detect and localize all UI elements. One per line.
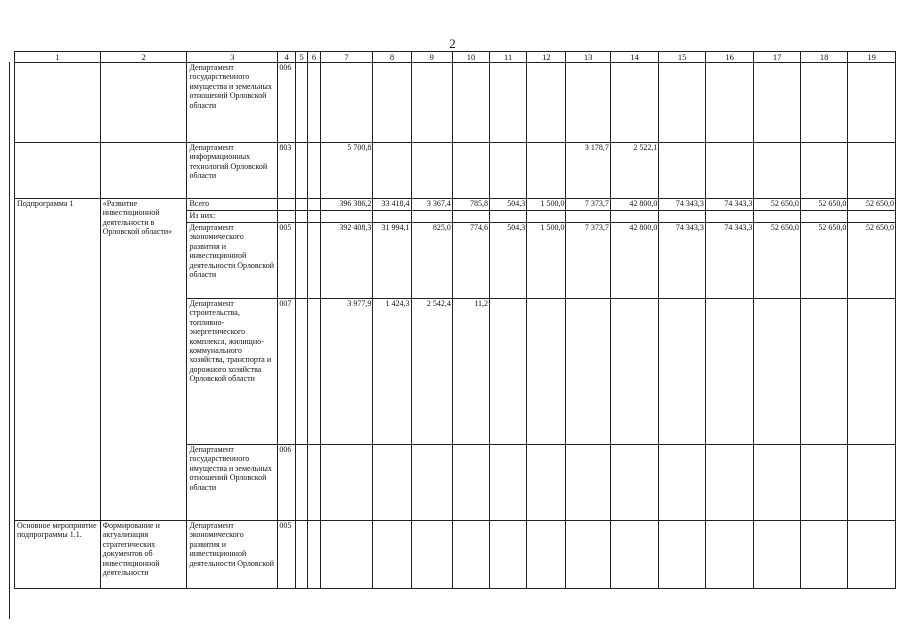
amount-cell: [490, 445, 527, 521]
amount-cell: [705, 63, 754, 143]
column-number-cell: 13: [566, 52, 610, 63]
amount-cell: [411, 445, 452, 521]
program-title-cell: [100, 63, 187, 143]
empty-code-cell: [295, 445, 307, 521]
amount-cell: [527, 299, 566, 445]
amount-cell: [373, 521, 411, 589]
amount-cell: 3 178,7: [566, 143, 610, 199]
amount-cell: 74 343,3: [659, 223, 705, 299]
amount-cell: [566, 445, 610, 521]
budget-code-cell: [278, 211, 296, 223]
amount-cell: [800, 63, 848, 143]
amount-cell: [659, 299, 705, 445]
executor-cell: Департамент информационных технологий Орловской области: [187, 143, 278, 199]
program-title-cell: Формирование и актуализация стратегических документов об инвестиционной деятельности: [100, 521, 187, 589]
amount-cell: [659, 211, 705, 223]
amount-cell: [705, 211, 754, 223]
empty-code-cell: [308, 211, 320, 223]
amount-cell: [490, 63, 527, 143]
amount-cell: [527, 63, 566, 143]
empty-code-cell: [295, 199, 307, 211]
amount-cell: [754, 211, 800, 223]
empty-code-cell: [308, 63, 320, 143]
budget-code-cell: 005: [278, 521, 296, 589]
amount-cell: [411, 521, 452, 589]
amount-cell: [320, 211, 373, 223]
left-margin-rule: [9, 62, 10, 619]
column-number-cell: 4: [278, 52, 296, 63]
empty-code-cell: [295, 223, 307, 299]
table-row: [15, 143, 896, 199]
amount-cell: [610, 299, 659, 445]
amount-cell: 2 522,1: [610, 143, 659, 199]
amount-cell: 74 343,3: [705, 223, 754, 299]
amount-cell: [754, 63, 800, 143]
column-number-cell: 5: [295, 52, 307, 63]
amount-cell: [800, 299, 848, 445]
column-number-cell: 9: [411, 52, 452, 63]
amount-cell: 7 373,7: [566, 199, 610, 211]
amount-cell: [411, 143, 452, 199]
amount-cell: 774,6: [452, 223, 489, 299]
amount-cell: [754, 143, 800, 199]
column-number-cell: 8: [373, 52, 411, 63]
amount-cell: 42 800,0: [610, 223, 659, 299]
amount-cell: 1 500,0: [527, 199, 566, 211]
amount-cell: [452, 445, 489, 521]
empty-code-cell: [308, 445, 320, 521]
amount-cell: 52 650,0: [848, 199, 896, 211]
executor-cell: Департамент государственного имущества и земельных отношений Орловской области: [187, 63, 278, 143]
amount-cell: 7 373,7: [566, 223, 610, 299]
amount-cell: [373, 63, 411, 143]
table-row: [15, 63, 896, 143]
amount-cell: [373, 445, 411, 521]
amount-cell: 52 650,0: [848, 223, 896, 299]
amount-cell: 52 650,0: [800, 223, 848, 299]
amount-cell: 825,0: [411, 223, 452, 299]
amount-cell: [490, 299, 527, 445]
amount-cell: 3 977,9: [320, 299, 373, 445]
budget-code-cell: 006: [278, 63, 296, 143]
executor-cell: Из них:: [187, 211, 278, 223]
amount-cell: [527, 143, 566, 199]
amount-cell: 1 424,3: [373, 299, 411, 445]
amount-cell: [848, 63, 896, 143]
column-number-cell: 1: [15, 52, 101, 63]
amount-cell: [490, 521, 527, 589]
amount-cell: 2 542,4: [411, 299, 452, 445]
empty-code-cell: [295, 143, 307, 199]
page-number: 2: [449, 36, 456, 51]
budget-code-cell: 803: [278, 143, 296, 199]
amount-cell: [848, 299, 896, 445]
empty-code-cell: [295, 521, 307, 589]
amount-cell: 504,3: [490, 199, 527, 211]
amount-cell: [705, 299, 754, 445]
column-number-cell: 19: [848, 52, 896, 63]
empty-code-cell: [308, 299, 320, 445]
amount-cell: [411, 211, 452, 223]
budget-code-cell: [278, 199, 296, 211]
amount-cell: [373, 211, 411, 223]
amount-cell: [320, 63, 373, 143]
amount-cell: [800, 521, 848, 589]
amount-cell: [373, 143, 411, 199]
amount-cell: 74 343,3: [659, 199, 705, 211]
amount-cell: [320, 445, 373, 521]
empty-code-cell: [308, 199, 320, 211]
column-number-cell: 16: [705, 52, 754, 63]
column-number-cell: 18: [800, 52, 848, 63]
amount-cell: 11,2: [452, 299, 489, 445]
program-name-cell: [15, 143, 101, 199]
budget-code-cell: 006: [278, 445, 296, 521]
amount-cell: 504,3: [490, 223, 527, 299]
amount-cell: 42 800,0: [610, 199, 659, 211]
amount-cell: 74 343,3: [705, 199, 754, 211]
amount-cell: [754, 521, 800, 589]
amount-cell: [452, 211, 489, 223]
amount-cell: [848, 521, 896, 589]
amount-cell: 3 367,4: [411, 199, 452, 211]
amount-cell: [659, 445, 705, 521]
empty-code-cell: [308, 143, 320, 199]
program-name-cell: Подпрограмма 1: [15, 199, 101, 521]
amount-cell: [610, 211, 659, 223]
amount-cell: 5 700,8: [320, 143, 373, 199]
budget-code-cell: 005: [278, 223, 296, 299]
program-title-cell: [100, 143, 187, 199]
amount-cell: [800, 445, 848, 521]
amount-cell: [659, 143, 705, 199]
amount-cell: [705, 521, 754, 589]
amount-cell: [452, 143, 489, 199]
executor-cell: Департамент государственного имущества и земельных отношений Орловской области: [187, 445, 278, 521]
amount-cell: [705, 143, 754, 199]
amount-cell: 52 650,0: [754, 199, 800, 211]
column-number-cell: 7: [320, 52, 373, 63]
amount-cell: [566, 211, 610, 223]
empty-code-cell: [295, 299, 307, 445]
amount-cell: [527, 521, 566, 589]
budget-table: [14, 51, 896, 589]
executor-cell: Департамент экономического развития и инвестиционной деятельности Орловской: [187, 521, 278, 589]
amount-cell: [754, 299, 800, 445]
amount-cell: 1 500,0: [527, 223, 566, 299]
amount-cell: [490, 143, 527, 199]
empty-code-cell: [295, 63, 307, 143]
column-number-cell: 6: [308, 52, 320, 63]
column-number-cell: 14: [610, 52, 659, 63]
column-number-cell: 12: [527, 52, 566, 63]
amount-cell: [452, 521, 489, 589]
executor-cell: Департамент строительства, топливно-энергетического комплекса, жилищно-коммунального хозяйства, транспорта и дорожного хозяйства Орловской области: [187, 299, 278, 445]
column-number-cell: 15: [659, 52, 705, 63]
amount-cell: 52 650,0: [754, 223, 800, 299]
budget-code-cell: 007: [278, 299, 296, 445]
amount-cell: [848, 445, 896, 521]
empty-code-cell: [308, 521, 320, 589]
column-number-row: [15, 52, 896, 63]
amount-cell: [800, 211, 848, 223]
amount-cell: 31 994,1: [373, 223, 411, 299]
amount-cell: [320, 521, 373, 589]
amount-cell: 785,8: [452, 199, 489, 211]
amount-cell: [659, 521, 705, 589]
executor-cell: Департамент экономического развития и инвестиционной деятельности Орловской области: [187, 223, 278, 299]
column-number-cell: 17: [754, 52, 800, 63]
amount-cell: [566, 299, 610, 445]
empty-code-cell: [295, 211, 307, 223]
column-number-cell: 10: [452, 52, 489, 63]
amount-cell: [848, 143, 896, 199]
amount-cell: [610, 445, 659, 521]
amount-cell: [411, 63, 452, 143]
program-name-cell: Основное мероприятие подпрограммы 1.1.: [15, 521, 101, 589]
amount-cell: [566, 63, 610, 143]
amount-cell: 52 650,0: [800, 199, 848, 211]
amount-cell: [610, 63, 659, 143]
amount-cell: [659, 63, 705, 143]
amount-cell: [566, 521, 610, 589]
empty-code-cell: [308, 223, 320, 299]
amount-cell: [754, 445, 800, 521]
column-number-cell: 3: [187, 52, 278, 63]
column-number-cell: 11: [490, 52, 527, 63]
amount-cell: [527, 445, 566, 521]
amount-cell: [527, 211, 566, 223]
amount-cell: [800, 143, 848, 199]
table-row: [15, 199, 896, 211]
amount-cell: 33 418,4: [373, 199, 411, 211]
amount-cell: 396 386,2: [320, 199, 373, 211]
amount-cell: [705, 445, 754, 521]
amount-cell: 392 408,3: [320, 223, 373, 299]
program-name-cell: [15, 63, 101, 143]
program-title-cell: «Развитие инвестиционной деятельности в Орловской области»: [100, 199, 187, 521]
column-number-cell: 2: [100, 52, 187, 63]
executor-cell: Всего: [187, 199, 278, 211]
amount-cell: [490, 211, 527, 223]
table-row: [15, 521, 896, 589]
amount-cell: [452, 63, 489, 143]
amount-cell: [610, 521, 659, 589]
amount-cell: [848, 211, 896, 223]
